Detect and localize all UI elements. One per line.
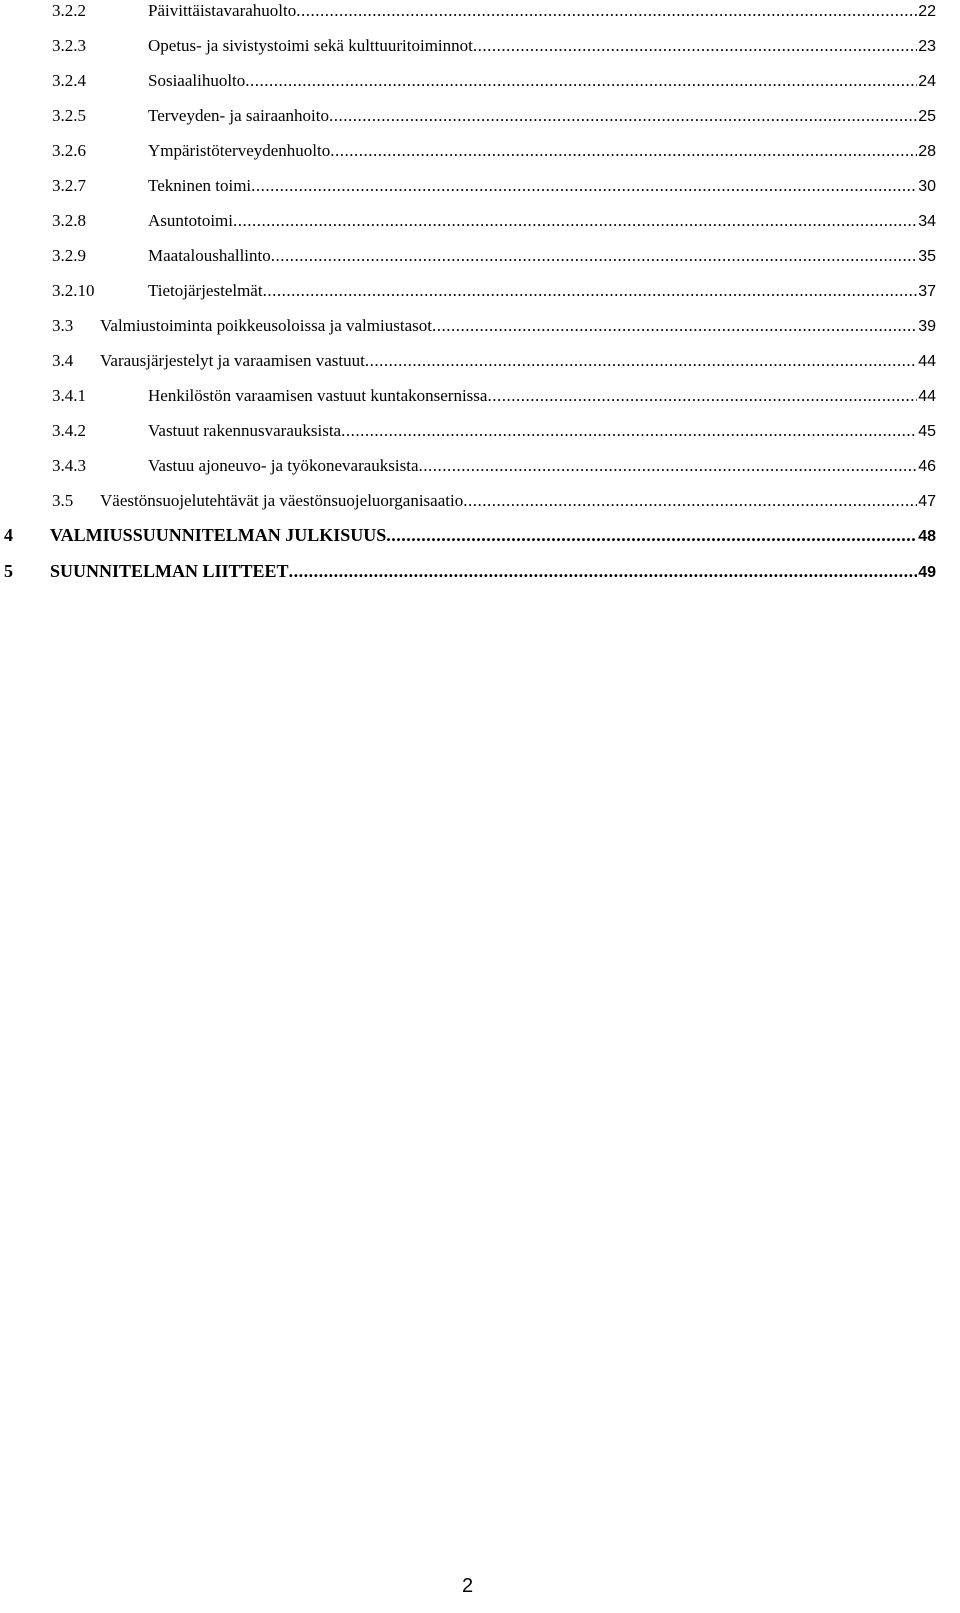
toc-entry[interactable] (52, 71, 936, 97)
toc-entry[interactable] (52, 1, 936, 27)
toc-entry-number: 3.4.2 (52, 421, 86, 440)
toc-entry-title: Maataloushallinto (148, 246, 271, 265)
dot-leader (271, 246, 917, 266)
toc-entry-title: Terveyden- ja sairaanhoito (148, 106, 330, 125)
toc-entry-number: 3.4.3 (52, 456, 86, 475)
toc-entry[interactable] (4, 561, 936, 587)
toc-entry-number: 3.2.5 (52, 106, 86, 125)
toc-entry-number: 3.2.3 (52, 36, 86, 55)
toc-entry[interactable] (52, 176, 936, 202)
toc-entry-page: 22 (918, 3, 936, 20)
toc-entry-title: Vastuut rakennusvarauksista (148, 421, 342, 440)
toc-entry[interactable] (52, 36, 936, 62)
dot-leader (463, 491, 917, 511)
toc-entry[interactable] (52, 421, 936, 447)
toc-entry-title: Väestönsuojelutehtävät ja väestönsuojeluorganisaatio (100, 491, 464, 510)
dot-leader (341, 421, 917, 441)
toc-entry-title: Henkilöstön varaamisen vastuut kuntakonsernissa (148, 386, 488, 405)
toc-entry-title: SUUNNITELMAN LIITTEET (50, 561, 289, 581)
toc-entry-page: 35 (918, 248, 936, 265)
toc-entry-title: Vastuu ajoneuvo- ja työkonevarauksista (148, 456, 419, 475)
toc-entry-number: 5 (4, 561, 13, 581)
toc-entry-number: 3.2.10 (52, 281, 95, 300)
page-number: 2 (461, 1575, 474, 1597)
toc-entry[interactable] (52, 281, 936, 307)
dot-leader (386, 525, 917, 546)
toc-entry-page: 28 (918, 143, 936, 160)
toc-entry[interactable] (52, 351, 936, 377)
toc-entry-number: 4 (4, 525, 13, 545)
dot-leader (296, 1, 917, 21)
toc-entry-number: 3.3 (52, 316, 74, 335)
toc-entry-number: 3.2.2 (52, 1, 86, 20)
toc-entry[interactable] (52, 316, 936, 342)
toc-entry-title: Tietojärjestelmät (148, 281, 263, 300)
dot-leader (289, 561, 918, 582)
toc-entry-number: 3.5 (52, 491, 74, 510)
toc-entry-page: 44 (918, 388, 936, 405)
toc-entry-title: Tekninen toimi (148, 176, 252, 195)
dot-leader (432, 316, 917, 336)
toc-entry-title: Valmiustoiminta poikkeusoloissa ja valmiustasot (100, 316, 432, 335)
toc-entry-page: 48 (918, 528, 936, 545)
toc-entry-page: 30 (918, 178, 936, 195)
toc-entry[interactable] (52, 141, 936, 167)
dot-leader (487, 386, 917, 406)
toc-entry-page: 23 (918, 38, 936, 55)
toc-entry-number: 3.2.9 (52, 246, 86, 265)
dot-leader (330, 141, 917, 161)
toc-entry-number: 3.4 (52, 351, 74, 370)
dot-leader (251, 176, 917, 196)
toc-entry-title: Sosiaalihuolto (148, 71, 246, 90)
toc-entry-title: Varausjärjestelyt ja varaamisen vastuut (100, 351, 365, 370)
toc-entry-number: 3.2.8 (52, 211, 86, 230)
toc-entry[interactable] (52, 246, 936, 272)
toc-entry-page: 37 (918, 283, 936, 300)
toc-entry[interactable] (52, 106, 936, 132)
toc-entry-page: 25 (918, 108, 936, 125)
toc-entry-page: 45 (918, 423, 936, 440)
toc-entry-number: 3.2.6 (52, 141, 86, 160)
toc-entry-page: 24 (918, 73, 936, 90)
toc-entry-title: VALMIUSSUUNNITELMAN JULKISUUS (50, 525, 387, 545)
toc-entry-page: 47 (918, 493, 936, 510)
toc-entry-page: 46 (918, 458, 936, 475)
toc-entry-number: 3.4.1 (52, 386, 86, 405)
toc-entry-number: 3.2.7 (52, 176, 86, 195)
dot-leader (263, 281, 918, 301)
toc-entry-title: Opetus- ja sivistystoimi sekä kulttuuritoiminnot (148, 36, 473, 55)
toc-entry-title: Ympäristöterveydenhuolto (148, 141, 331, 160)
toc-entry[interactable] (4, 525, 936, 551)
toc-entry-title: Asuntotoimi (148, 211, 234, 230)
dot-leader (245, 71, 917, 91)
dot-leader (365, 351, 917, 371)
dot-leader (473, 36, 917, 56)
toc-entry-number: 3.2.4 (52, 71, 86, 90)
toc-entry-title: Päivittäistavarahuolto (148, 1, 297, 20)
dot-leader (329, 106, 917, 126)
toc-entry[interactable] (52, 456, 936, 482)
toc-entry[interactable] (52, 386, 936, 412)
dot-leader (233, 211, 917, 231)
toc-entry-page: 44 (918, 353, 936, 370)
toc-entry[interactable] (52, 211, 936, 237)
dot-leader (419, 456, 918, 476)
toc-entry[interactable] (52, 491, 936, 517)
toc-entry-page: 34 (918, 213, 936, 230)
toc-entry-page: 49 (918, 564, 936, 581)
toc-entry-page: 39 (918, 318, 936, 335)
